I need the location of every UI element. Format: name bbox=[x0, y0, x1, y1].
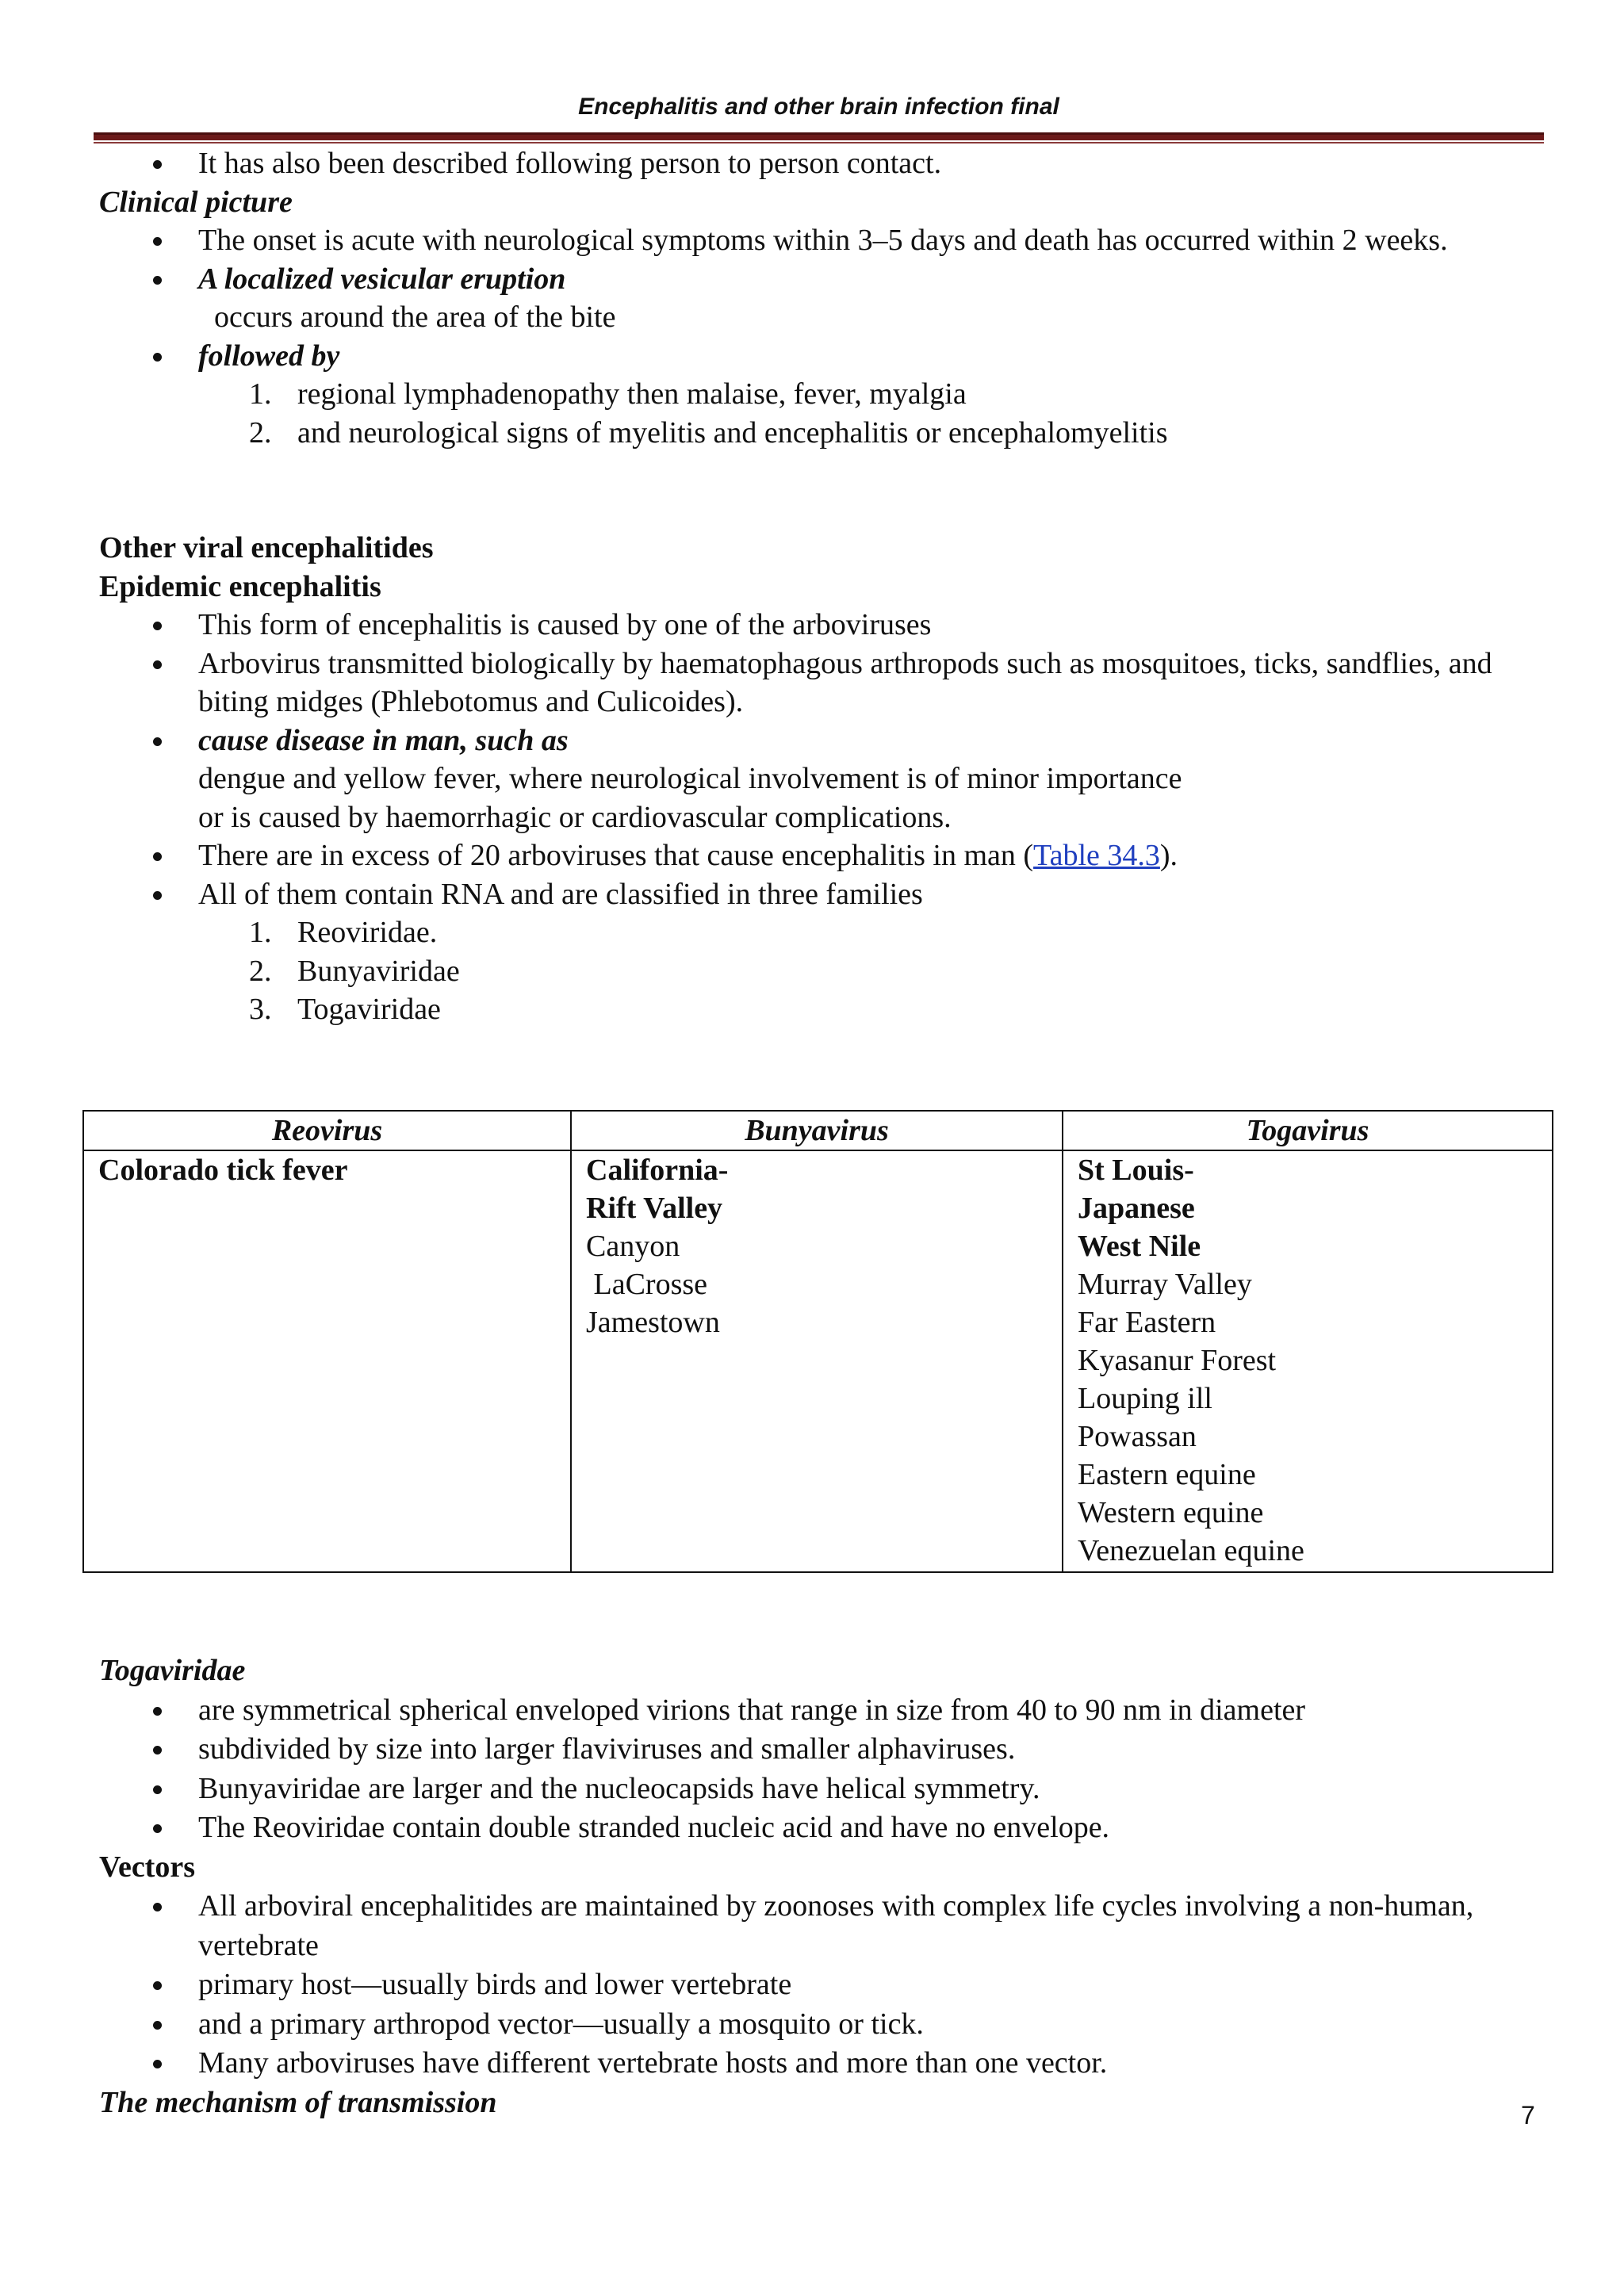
list-item: All arboviral encephalitides are maintained by zoonoses with complex life cycles involving a non-human, vertebrate bbox=[198, 1887, 1550, 1965]
page-header-title: Encephalitis and other brain infection final bbox=[578, 94, 1059, 120]
bullet-list bbox=[99, 144, 1550, 183]
virus-name: West Nile bbox=[1078, 1230, 1201, 1263]
list-item: Bunyaviridae are larger and the nucleocapsids have helical symmetry. bbox=[198, 1770, 1550, 1809]
list-item-text: ). bbox=[1159, 839, 1178, 872]
bullet-list bbox=[99, 1887, 1550, 2084]
list-item: Arbovirus transmitted biologically by haematophagous arthropods such as mosquitoes, ticks, sandflies, and biting midges (Phlebotomus and Culicoides). bbox=[198, 645, 1550, 721]
list-item: Many arboviruses have different vertebrate hosts and more than one vector. bbox=[198, 2044, 1550, 2084]
list-item-text: or is caused by haemorrhagic or cardiovascular complications. bbox=[198, 800, 952, 834]
virus-name: St Louis- bbox=[1078, 1154, 1194, 1187]
virus-name: Murray Valley bbox=[1078, 1268, 1252, 1301]
table-cell-togavirus bbox=[1063, 1150, 1553, 1572]
virus-name: Venezuelan equine bbox=[1078, 1534, 1304, 1567]
list-item-text: occurs around the area of the bite bbox=[214, 300, 616, 334]
virus-name: LaCrosse bbox=[586, 1268, 708, 1301]
document-body bbox=[99, 144, 1550, 1029]
list-item: are symmetrical spherical enveloped virions that range in size from 40 to 90 nm in diameter bbox=[198, 1691, 1550, 1731]
list-item bbox=[198, 721, 1550, 837]
bullet-list bbox=[99, 606, 1550, 913]
section-heading-epidemic: Epidemic encephalitis bbox=[99, 569, 381, 603]
list-item: primary host—usually birds and lower vertebrate bbox=[198, 1965, 1550, 2005]
arbovirus-table bbox=[82, 1110, 1553, 1573]
table-header-row bbox=[83, 1111, 1553, 1150]
bullet-list bbox=[99, 221, 1550, 375]
virus-name: Kyasanur Forest bbox=[1078, 1344, 1277, 1377]
item-text: Reoviridae. bbox=[297, 916, 438, 949]
item-number: 1. bbox=[249, 916, 272, 949]
list-item: It has also been described following person to person contact. bbox=[198, 144, 1550, 183]
numbered-list-families bbox=[99, 913, 1550, 1029]
section-heading-togaviridae: Togaviridae bbox=[99, 1654, 246, 1687]
list-item: and a primary arthropod vector—usually a mosquito or tick. bbox=[198, 2005, 1550, 2045]
virus-name: Powassan bbox=[1078, 1420, 1197, 1453]
list-item bbox=[249, 375, 1550, 414]
section-heading-other-viral: Other viral encephalitides bbox=[99, 531, 434, 564]
page-number: 7 bbox=[1521, 2101, 1535, 2130]
list-item bbox=[249, 990, 1550, 1029]
list-item bbox=[249, 414, 1550, 453]
list-item bbox=[198, 836, 1550, 875]
list-item bbox=[249, 952, 1550, 991]
item-text: regional lymphadenopathy then malaise, fever, myalgia bbox=[297, 377, 967, 411]
virus-name: California- bbox=[586, 1154, 729, 1187]
list-item bbox=[198, 260, 1550, 337]
virus-name: Japanese bbox=[1078, 1192, 1195, 1225]
table-row bbox=[83, 1150, 1553, 1572]
column-header-bunyavirus: Bunyavirus bbox=[571, 1111, 1063, 1150]
item-text: Bunyaviridae bbox=[297, 954, 460, 988]
document-body-lower bbox=[99, 1651, 1550, 2122]
item-text: Togaviridae bbox=[297, 993, 441, 1026]
virus-name: Colorado tick fever bbox=[98, 1154, 348, 1187]
column-header-togavirus: Togavirus bbox=[1063, 1111, 1553, 1150]
list-item-text: There are in excess of 20 arboviruses that cause encephalitis in man ( bbox=[198, 839, 1034, 872]
virus-name: Canyon bbox=[586, 1230, 680, 1263]
table-cell-bunyavirus bbox=[571, 1150, 1063, 1572]
list-item bbox=[249, 913, 1550, 952]
list-item: The onset is acute with neurological symptoms within 3–5 days and death has occurred within 2 weeks. bbox=[198, 221, 1550, 260]
virus-name: Western equine bbox=[1078, 1496, 1264, 1529]
table-cell-reovirus bbox=[83, 1150, 571, 1572]
list-item: This form of encephalitis is caused by one of the arboviruses bbox=[198, 606, 1550, 645]
numbered-list bbox=[99, 375, 1550, 452]
section-heading-clinical-picture: Clinical picture bbox=[99, 185, 293, 219]
virus-name: Rift Valley bbox=[586, 1192, 723, 1225]
item-text: and neurological signs of myelitis and encephalitis or encephalomyelitis bbox=[297, 415, 1168, 450]
list-item-text: dengue and yellow fever, where neurological involvement is of minor importance bbox=[198, 762, 1182, 795]
list-item: followed by bbox=[198, 337, 1550, 376]
table-reference-link[interactable]: Table 34.3 bbox=[1033, 839, 1160, 872]
list-item-title: A localized vesicular eruption bbox=[198, 262, 566, 296]
virus-name: Louping ill bbox=[1078, 1382, 1212, 1415]
virus-name: Jamestown bbox=[586, 1306, 720, 1339]
section-heading-vectors: Vectors bbox=[99, 1850, 195, 1884]
spacer bbox=[99, 452, 1550, 529]
item-number: 1. bbox=[249, 377, 272, 411]
item-number: 3. bbox=[249, 993, 272, 1026]
list-item: The Reoviridae contain double stranded nucleic acid and have no envelope. bbox=[198, 1808, 1550, 1848]
bullet-list bbox=[99, 1691, 1550, 1848]
item-number: 2. bbox=[249, 954, 272, 988]
header-rule bbox=[94, 132, 1544, 140]
virus-name: Eastern equine bbox=[1078, 1458, 1256, 1491]
section-heading-mechanism: The mechanism of transmission bbox=[99, 2085, 497, 2119]
virus-name: Far Eastern bbox=[1078, 1306, 1216, 1339]
column-header-reovirus: Reovirus bbox=[83, 1111, 571, 1150]
list-item: subdivided by size into larger flaviviruses and smaller alphaviruses. bbox=[198, 1730, 1550, 1770]
item-number: 2. bbox=[249, 415, 272, 450]
list-item-title: cause disease in man, such as bbox=[198, 723, 569, 757]
list-item: All of them contain RNA and are classified in three families bbox=[198, 875, 1550, 914]
